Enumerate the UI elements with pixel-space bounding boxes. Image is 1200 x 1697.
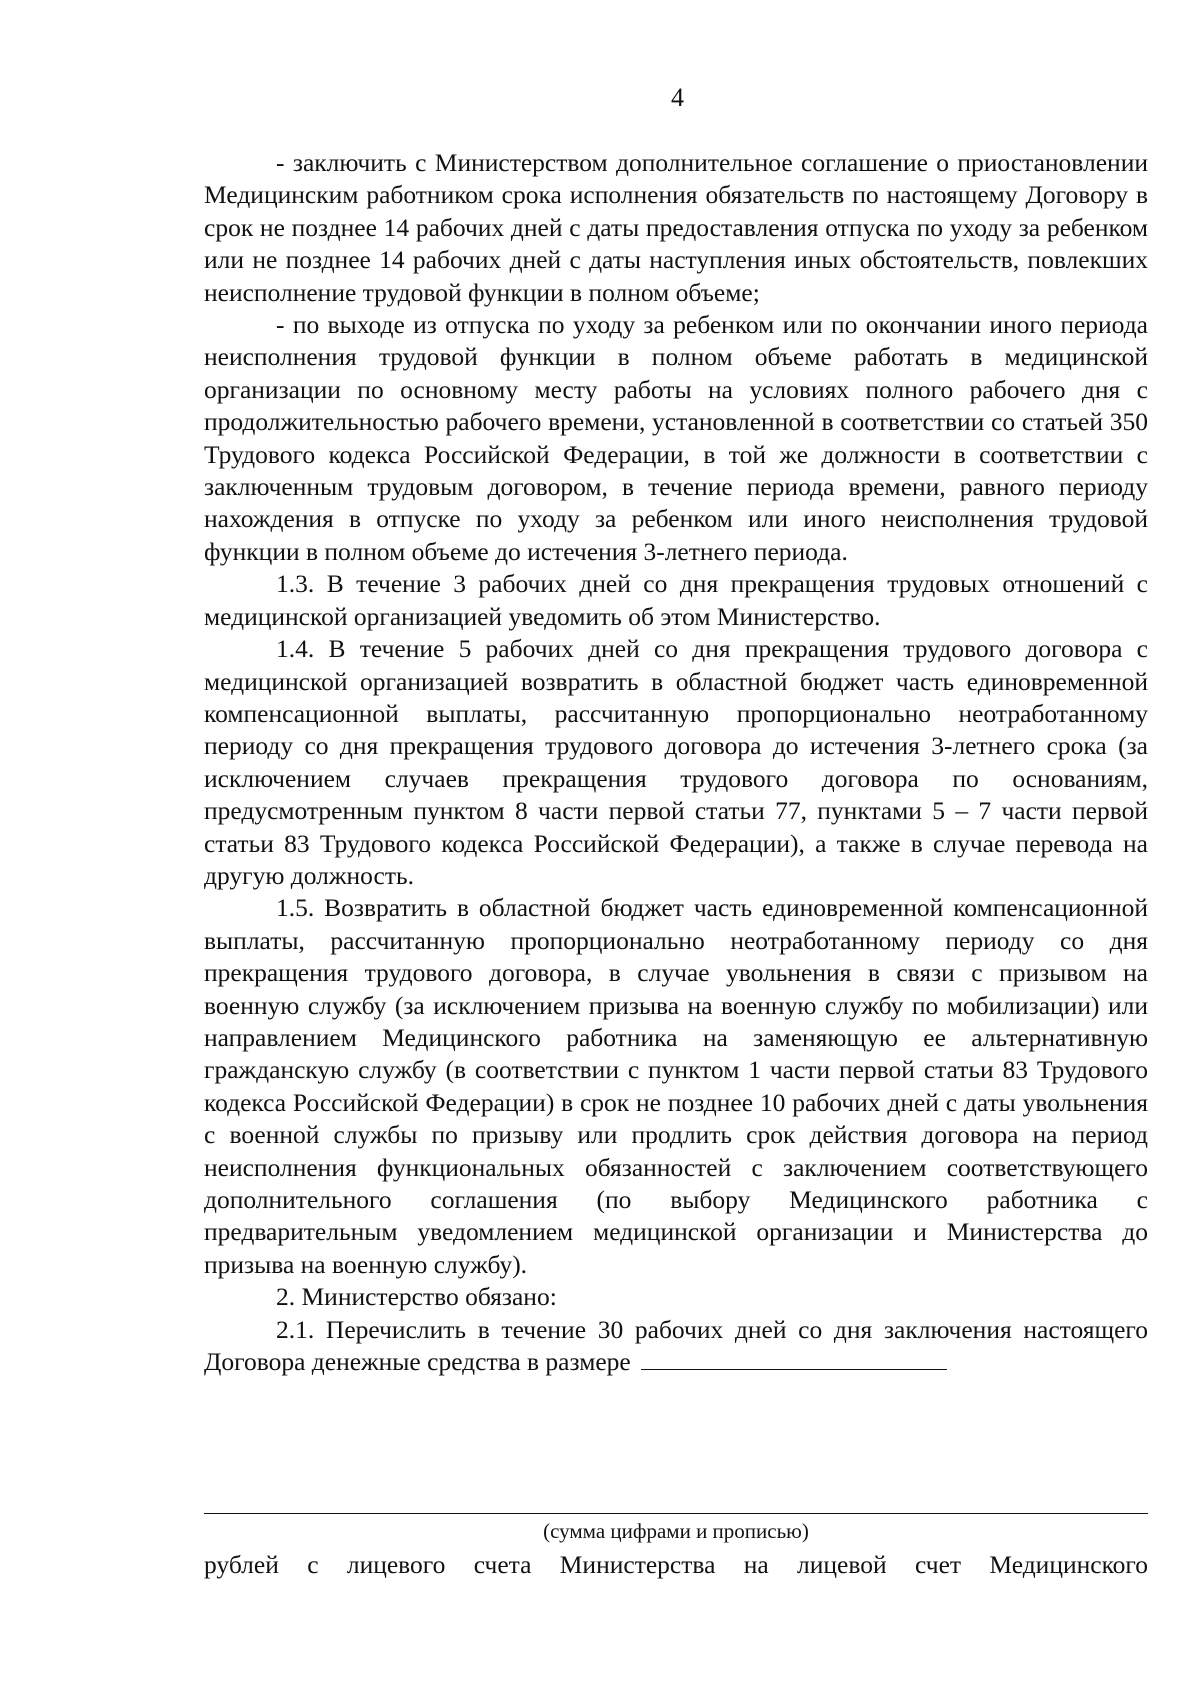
paragraph-clause-1-4: 1.4. В течение 5 рабочих дней со дня прекращения трудового договора с медицинской организацией возвратить в областной бюджет часть единовременной компенсационной выплаты, рассчитанную пропорционально неотработанному периоду со дня прекращения трудового договора до истечения 3-летнего срока (за исключением случаев прекращения трудового договора по основаниям, предусмотренным пунктом 8 части первой статьи 77, пунктами 5 – 7 части первой статьи 83 Трудового кодекса Российской Федерации), а также в случае перевода на другую должность.	[204, 634, 1148, 890]
paragraph-clause-1-5: 1.5. Возвратить в областной бюджет часть единовременной компенсационной выплаты, рассчитанную пропорционально неотработанному периоду со дня прекращения трудового договора, в случае увольнения в связи с призывом на военную службу (за исключением призыва на военную службу по мобилизации) или направлением Медицинского работника на заменяющую ее альтернативную гражданскую службу (в соответствии с пунктом 1 части первой статьи 83 Трудового кодекса Российской Федерации) в срок не позднее 10 рабочих дней с даты увольнения с военной службы по призыву или продлить срок действия договора на период неисполнения функциональных обязанностей с заключением соответствующего дополнительного соглашения (по выбору Медицинского работника с предварительным уведомлением медицинской организации и Министерства до призыва на военную службу).	[204, 893, 1148, 1279]
amount-full-blank-line	[204, 1513, 1148, 1514]
amount-blank-line	[641, 1347, 947, 1370]
paragraph-final-line: рублей с лицевого счета Министерства на лицевой счет Медицинского	[204, 1550, 1148, 1579]
paragraph-clause-2-1	[204, 1314, 1148, 1379]
paragraph-clause-1-3: 1.3. В течение 3 рабочих дней со дня прекращения трудовых отношений с медицинской организацией уведомить об этом Министерство.	[204, 569, 1148, 631]
clause-2-1-text: 2.1. Перечислить в течение 30 рабочих дней со дня заключения настоящего Договора денежные средства в размере	[204, 1314, 1148, 1377]
page-number: 4	[671, 83, 684, 112]
document-body	[204, 147, 1148, 1378]
paragraph-additional-agreement: - заключить с Министерством дополнительное соглашение о приостановлении Медицинским работником срока исполнения обязательств по настоящему Договору в срок не позднее 14 рабочих дней с даты предоставления отпуска по уходу за ребенком или не позднее 14 рабочих дней с даты наступления иных обстоятельств, повлекших неисполнение трудовой функции в полном объеме;	[204, 148, 1148, 307]
paragraph-return-from-leave: - по выходе из отпуска по уходу за ребенком или по окончании иного периода неисполнения трудовой функции в полном объеме работать в медицинской организации по основному месту работы на условиях полного рабочего дня с продолжительностью рабочего времени, установленной в соответствии со статьей 350 Трудового кодекса Российской Федерации, в той же должности в соответствии с заключенным трудовым договором, в течение периода времени, равного периоду нахождения в отпуске по уходу за ребенком или иного неисполнения трудовой функции в полном объеме до истечения 3-летнего периода.	[204, 310, 1148, 566]
amount-caption: (сумма цифрами и прописью)	[543, 1519, 809, 1543]
paragraph-clause-2: 2. Министерство обязано:	[276, 1282, 557, 1312]
